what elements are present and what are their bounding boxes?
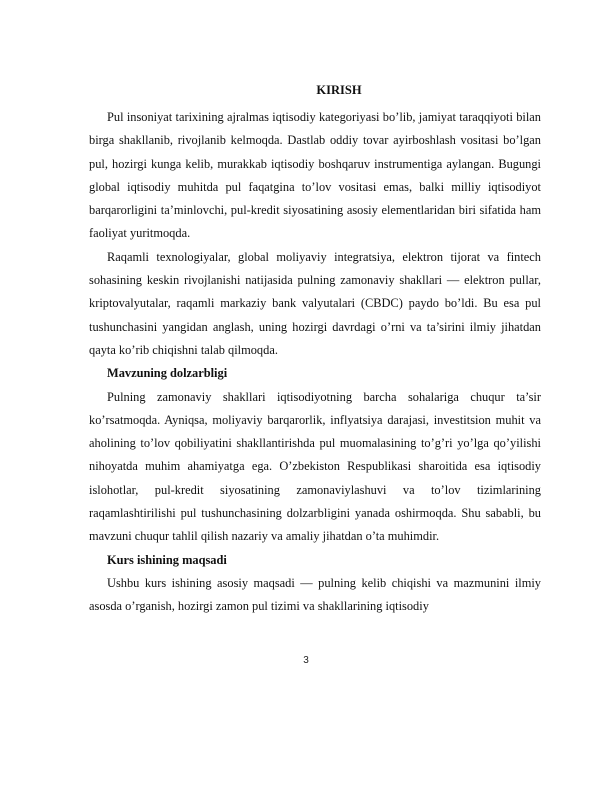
- goal-paragraph: Ushbu kurs ishining asosiy maqsadi — pulning kelib chiqishi va mazmunini ilmiy asosda o’rganish, hozirgi zamon pul tizimi va shakllarining iqtisodiy: [89, 575, 541, 614]
- section-heading-relevance: Mavzuning dolzarbligi: [107, 366, 228, 381]
- page-title: KIRISH: [316, 83, 362, 97]
- document-page: [89, 78, 541, 619]
- page-number: 3: [303, 655, 309, 666]
- relevance-paragraph: Pulning zamonaviy shakllari iqtisodiyotning barcha sohalariga chuqur ta’sir ko’rsatmoqda. Ayniqsa, moliyaviy barqarorlik, inflyatsiya darajasi, investitsion muhit va aholining to’lov qobiliyatini shakllantirishda pul muomalasining to’g’ri yo’lga qo’yilishi nihoyatda muhim ahamiyatga ega. O’zbekiston Respublikasi sharoitida esa iqtisodiy islohotlar, pul-kredit siyosatining zamonaviylashuvi va to’lov tizimlarining raqamlashtirilishi pul tushunchasining dolzarbligini yanada oshirmoqda. Shu sababli, bu mavzuni chuqur tahlil qilish nazariy va amaliy jihatdan o’ta muhimdir.: [89, 389, 541, 544]
- section-heading-goal: Kurs ishining maqsadi: [107, 552, 227, 567]
- intro-paragraph-1: Pul insoniyat tarixining ajralmas iqtisodiy kategoriyasi bo’lib, jamiyat taraqqiyoti bilan birga shakllanib, rivojlanib kelmoqda. Dastlab oddiy tovar ayirboshlash vositasi bo’lgan pul, hozirgi kunga kelib, murakkab iqtisodiy boshqaruv instrumentiga aylangan. Bugungi global iqtisodiy muhitda pul faqatgina to’lov vositasi emas, balki milliy iqtisodiyot barqarorligini ta’minlovchi, pul-kredit siyosatining asosiy elementlaridan biri sifatida ham faoliyat yuritmoqda.: [89, 110, 541, 241]
- intro-paragraph-2: Raqamli texnologiyalar, global moliyaviy integratsiya, elektron tijorat va fintech sohasining keskin rivojlanishi natijasida pulning zamonaviy shakllari — elektron pullar, kriptovalyutalar, raqamli markaziy bank valyutalari (CBDC) paydo bo’ldi. Bu esa pul tushunchasini yangidan anglash, uning hozirgi davrdagi o’rni va ta’sirini ilmiy jihatdan qayta ko’rib chiqishni talab qilmoqda.: [89, 249, 541, 357]
